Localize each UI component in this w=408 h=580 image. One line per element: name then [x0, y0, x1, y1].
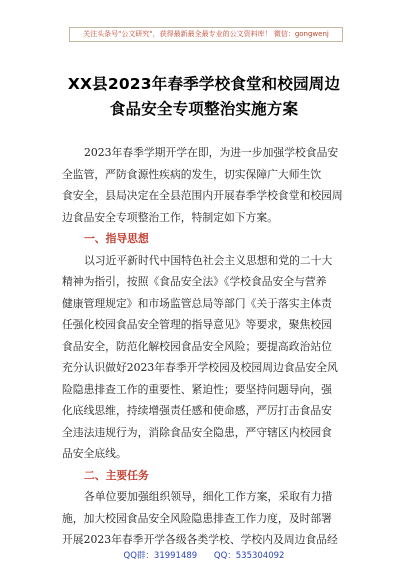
intro-line: 食安全，县局决定在全县范围内开展春季学校食堂和校园周	[62, 189, 343, 202]
section-heading-main-tasks: 二、主要任务	[84, 468, 149, 482]
section1-line: 充分认识做好2023年春季开学校园及校园周边食品安全风	[62, 361, 338, 374]
intro-line: 边食品安全专项整治工作，特制定如下方案。	[62, 210, 278, 224]
section1-line: 化底线思维，持续增强责任感和使命感，严厉打击食品安	[62, 404, 332, 417]
qq-group-text: QQ群：31991489	[123, 551, 198, 561]
intro-line: 全监管，严防食源性疾病的发生，切实保障广大师生饮	[62, 167, 322, 181]
section-heading-guiding-ideology: 一、指导思想	[84, 232, 149, 245]
document-title-line-1: XX县2023年春季学校食堂和校园周边	[67, 75, 341, 93]
document-title-line-2: 食品安全专项整治实施方案	[109, 100, 299, 118]
intro-line: 2023年春季学期开学在即，为进一步加强学校食品安	[84, 146, 339, 159]
promo-banner: 关注头条号"公文研究"，获得最新最全最专业的公文资料库！ 微信：gongwenj	[69, 27, 343, 42]
section2-line: 开展2023年春季开学各级各类学校、学校内及周边食品经	[62, 533, 338, 546]
section1-line: 精神为指引，按照《食品安全法》《学校食品安全与营养	[62, 275, 327, 288]
page-footer	[0, 549, 408, 561]
section1-line: 品安全底线。	[62, 447, 127, 460]
section1-line: 食品安全，防范化解校园食品安全风险；要提高政治站位	[62, 339, 332, 353]
section1-line: 险隐患排查工作的重要性、紧迫性；要坚持问题导向，强	[62, 382, 332, 396]
qq-text: QQ：535304092	[213, 551, 285, 561]
section2-line: 施，加大校园食品安全风险隐患排查工作力度，及时部署	[62, 511, 332, 525]
section1-line: 任强化校园食品安全管理的指导意见》等要求，聚焦校园	[62, 318, 332, 331]
section1-line: 全违法违规行为，消除食品安全隐患，严守辖区内校园食	[62, 425, 332, 439]
section1-line: 以习近平新时代中国特色社会主义思想和党的二十大	[84, 253, 333, 267]
section1-line: 健康管理规定》和市场监管总局等部门《关于落实主体责	[62, 296, 332, 310]
document-body	[62, 142, 348, 551]
section2-line: 各单位要加强组织领导，细化工作方案，采取有力措	[84, 490, 333, 503]
